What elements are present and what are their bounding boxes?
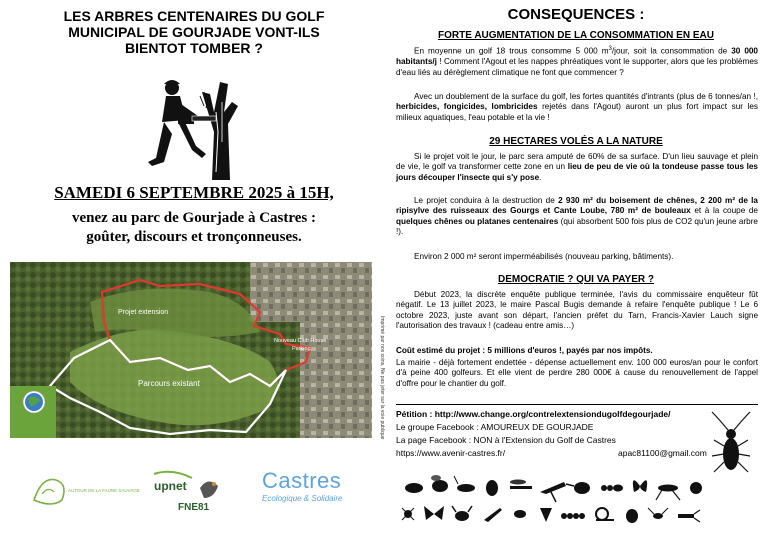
water-p1-a: En moyenne un golf 18 trous consomme 5 000 m (414, 46, 609, 56)
water-p1-c: ! Comment l'Agout et les nappes phréatiques vont le supporter, alors que les problèmes d'eau liés au dérèglement climatique ne font que commencer ? (396, 57, 758, 77)
map-label-clubhouse: Nouveau Club House (274, 338, 327, 344)
section-democracy-paragraph-2: La mairie - déjà fortement endettée - dépense actuellement env. 100 000 euros/an pour le confort d'à peine 400 golfeurs. Et elle vient de perdre 280 000€ à cause du renouvellement de l'appel d'offre pour le chantier du golf. (396, 358, 758, 388)
title-line-1: LES ARBRES CENTENAIRES DU GOLF (63, 8, 325, 24)
hoverfly-icon (514, 510, 526, 518)
bee-icon (431, 475, 448, 492)
fne81-label: FNE81 (178, 502, 210, 513)
facebook-page: La page Facebook : NON à l'Extension du Golf de Castres (396, 435, 616, 445)
nature-p2-bold-1: 2 930 m² du boisement de chênes, 2 200 m² de la ripisylve des ruisseaux des Gourgs et Cante Loube, 780 m² de bouleaux (396, 196, 758, 216)
event-invitation (14, 209, 374, 247)
title-line-2: MUNICIPAL DE GOURJADE VONT-ILS (68, 24, 320, 40)
nature-p2-d: (qui absorbent 500 fois plus de CO2 qu'un jeune arbre !). (396, 216, 758, 237)
nature-p1-a: Si le projet voit le jour, le parc sera amputé de 60% de sa surface. D'un lieu sauvage et plein de vie, le golf va transformer cette zone en un (396, 152, 758, 172)
grasshopper-icon (540, 482, 566, 502)
castres-sublabel: Ecologique & Solidaire (262, 494, 343, 503)
nature-p1-b: . (539, 172, 542, 182)
bug-icon (540, 508, 552, 522)
map-graphic (10, 262, 372, 438)
golf-ball-icon (10, 386, 56, 438)
upnet-fne81-logo (148, 468, 228, 518)
map-label-parking: Parking (292, 346, 311, 352)
spider-icon (402, 508, 414, 520)
section-nature-paragraph-2 (396, 196, 758, 238)
facebook-group: Le groupe Facebook : AMOUREUX DE GOURJADE (396, 422, 594, 432)
wildlife-association-logo (28, 470, 140, 514)
nature-p2-bold-2: quelques chênes ou platanes centenaires (396, 216, 559, 226)
print-notice: Imprimé par nos soins, Ne pas jeter sur la voie publique (379, 316, 385, 440)
section-democracy-paragraph-1: Début 2023, la discrète enquête publique terminée, l'avis du commissaire enquêteur fût négatif. Le 13 juillet 2023, le maire Pascal Bugis demande à refaire l'enquête publique ! Le 6 octobre 2023, juste avant son départ, l'ancien préfet du Tarn, Francis-Xavier Lauch signe l'autorisation des travaux ! (cadeau entre amis…) (396, 290, 758, 331)
gnat-icon (648, 508, 668, 519)
section-nature-heading: 29 HECTARES VOLÉS A LA NATURE (489, 136, 663, 147)
beetle-round-icon (626, 509, 638, 523)
map-label-project: Projet extension (118, 309, 169, 316)
water-p2-a: Avec un doublement de la surface du golf, les fortes quantités d'intrants (plus de 6 tonnes/an !, (414, 92, 758, 101)
petition-link[interactable]: Pétition : http://www.change.org/contrelextensiondugolfdegourjade/ (396, 409, 671, 419)
beetle-small-icon (486, 480, 498, 496)
website-link[interactable]: https://www.avenir-castres.fr/ (396, 448, 506, 458)
water-p1-b: /jour, soit la consommation de (611, 46, 732, 56)
butterfly-icon (633, 480, 647, 492)
title-line-3: BIENTOT TOMBER ? (125, 40, 263, 56)
mantis-icon (484, 508, 502, 522)
weevil-icon (566, 482, 590, 494)
invite-line-2: goûter, discours et tronçonneuses. (86, 229, 302, 245)
fly-icon (402, 474, 423, 493)
chainsaw-logger-illustration (142, 72, 246, 180)
section-water-heading: FORTE AUGMENTATION DE LA CONSOMMATION EN EAU (438, 30, 714, 41)
ladybug-icon (690, 482, 702, 494)
consequences-title: CONSEQUENCES : (507, 6, 645, 23)
caterpillar-icon (561, 513, 585, 519)
footer-divider (396, 404, 758, 405)
wasp-icon (454, 476, 475, 492)
water-p2-bold: herbicides, fongicides, lombricides (396, 102, 538, 112)
ant-icon (601, 485, 623, 492)
page-title (14, 8, 374, 56)
event-date: SAMEDI 6 SEPTEMBRE 2025 à 15H, (54, 183, 334, 202)
snail-icon (596, 508, 614, 520)
stag-beetle-icon (452, 506, 472, 521)
dragonfly-icon (510, 480, 532, 490)
earwig-icon (678, 510, 700, 522)
castres-label: Castres (262, 468, 342, 493)
water-p1-sup: 3 (608, 46, 612, 52)
section-nature-paragraph-3: Environ 2 000 m² seront imperméabilisés (nouveau parking, bâtiments). (414, 252, 674, 261)
water-p1-bold: 30 000 habitants/j (396, 46, 758, 67)
cricket-icon (656, 485, 680, 501)
invite-line-1: venez au parc de Gourjade à Castres : (72, 210, 316, 226)
water-p2-b: rejetés dans l'Agout) auront un plus fort impact sur les milieux aquatiques, l'eau potable et la vie ! (396, 102, 758, 122)
upnet-label: upnet (154, 479, 187, 493)
section-water-paragraph-2 (396, 92, 758, 123)
nature-p1-bold: lieu de peu de vie où la tondeuse passe tous les jours découper l'insecte qui s'y pose (396, 162, 758, 182)
moth-icon (424, 506, 444, 520)
aerial-map (10, 262, 372, 438)
right-column (392, 0, 768, 537)
castres-ecologique-logo (262, 468, 372, 514)
section-democracy-heading: DEMOCRATIE ? QUI VA PAYER ? (498, 274, 654, 285)
logo1-text: AUTOUR DE LA FAUNE SAUVAGE (68, 488, 140, 493)
nature-p2-a: Le projet conduira à la destruction de (414, 196, 559, 205)
section-water-paragraph-1 (396, 44, 758, 78)
email-link[interactable]: apac81100@gmail.com (618, 448, 707, 458)
insect-silhouettes-row (400, 462, 760, 530)
nature-p2-c: et à la coupe de (690, 206, 758, 216)
map-label-existing: Parcours existant (138, 379, 200, 388)
section-nature-paragraph-1 (396, 152, 758, 183)
project-cost: Coût estimé du projet : 5 millions d'euros !, payés par nos impôts. (396, 346, 653, 355)
